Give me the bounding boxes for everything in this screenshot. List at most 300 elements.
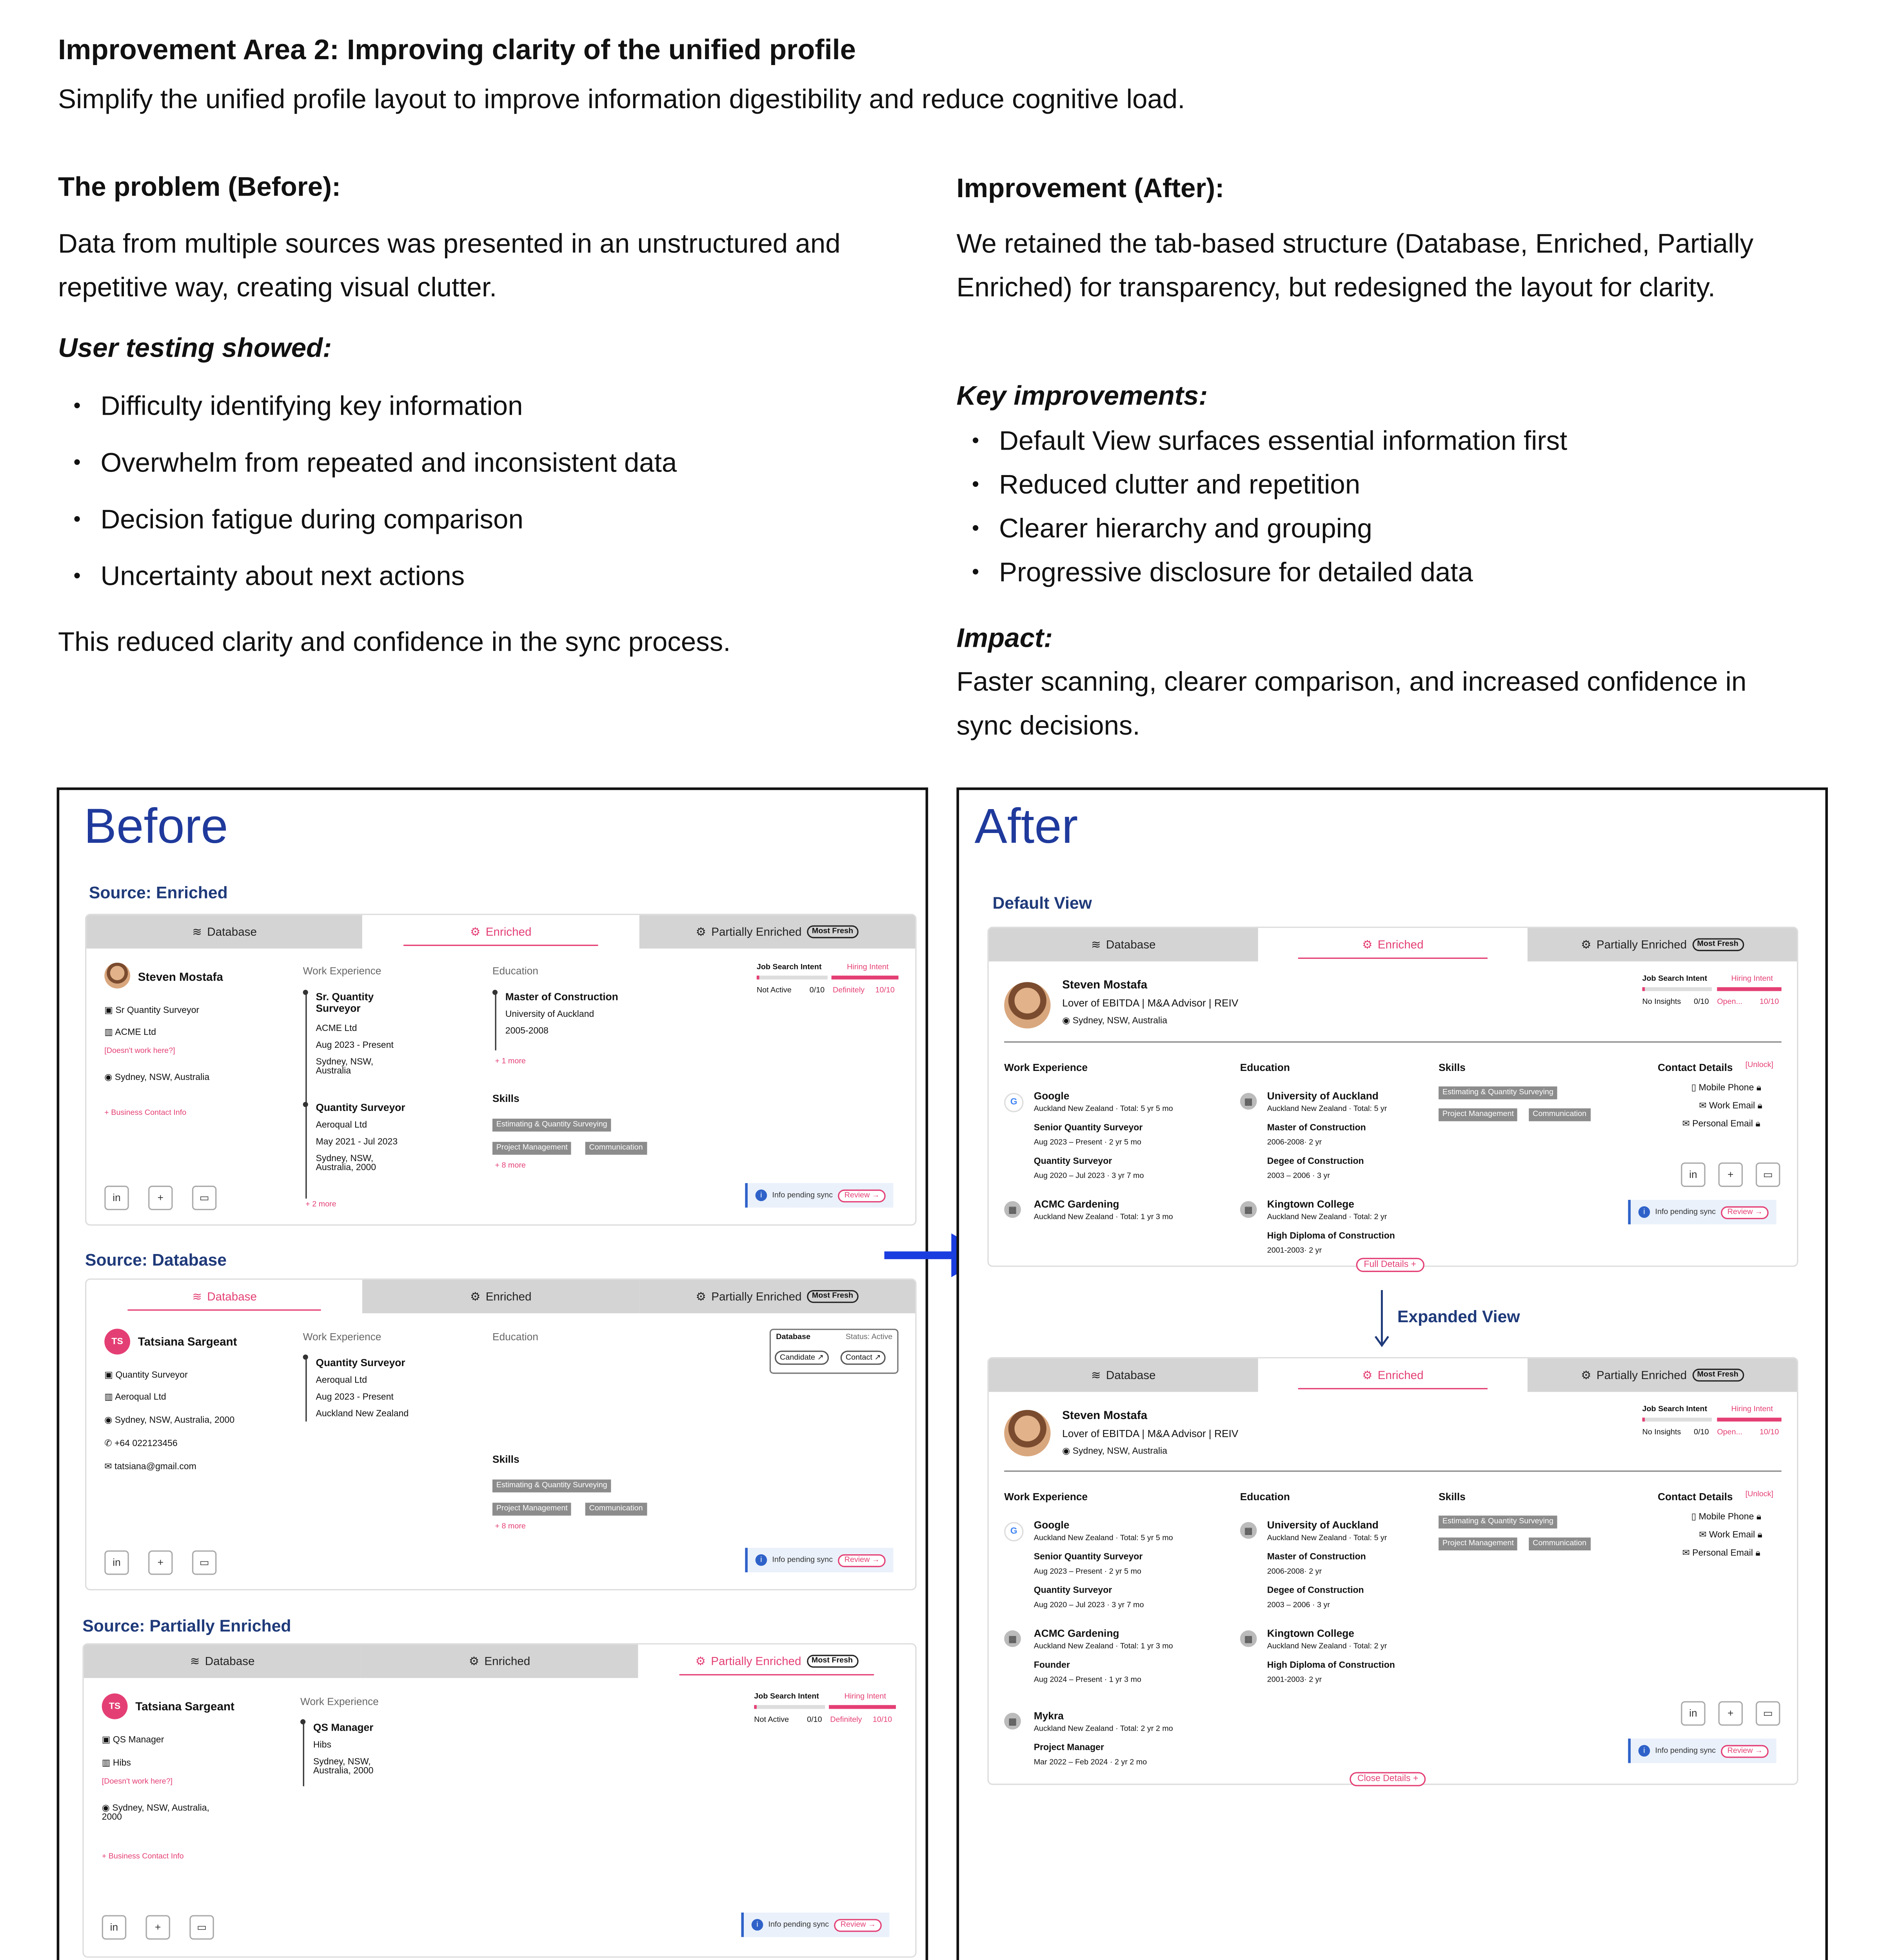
mail-icon: ✉ <box>1682 1549 1693 1558</box>
school-logo-icon: ▦ <box>1240 1201 1257 1218</box>
job-title: Sr. Quantity Surveyor <box>316 991 374 1014</box>
degree-title: Master of Construction <box>1267 1553 1366 1562</box>
source-tabs <box>84 1644 916 1678</box>
skill-chip: Estimating & Quantity Surveying <box>1439 1087 1557 1100</box>
degree-years: 2006-2008· 2 yr <box>1267 1139 1322 1147</box>
hiring-intent-label: Hiring Intent <box>1731 975 1773 984</box>
default-view-label: Default View <box>992 893 1092 913</box>
hiring-intent-label: Hiring Intent <box>1731 1406 1773 1414</box>
skills-label: Skills <box>492 1454 520 1466</box>
info-icon: i <box>1639 1745 1650 1757</box>
status-label: Status: Active <box>845 1334 893 1342</box>
hiring-bar <box>1717 1417 1781 1421</box>
review-button[interactable]: Review → <box>834 1918 882 1931</box>
score: 0/10 <box>1694 998 1709 1007</box>
job-search-intent-label: Job Search Intent <box>756 964 822 972</box>
building-icon: ▥ <box>104 1393 115 1403</box>
initials-avatar: TS <box>102 1693 128 1719</box>
robot-icon: ⚙ <box>470 924 481 938</box>
unlock-link[interactable]: [Unlock] <box>1745 1062 1773 1070</box>
profile-card-enriched <box>85 914 917 1226</box>
role-title: Senior Quantity Surveyor <box>1034 1123 1143 1133</box>
page-subtitle: Simplify the unified profile layout to improve information digestibility and reduce cognitive load. <box>58 85 1185 115</box>
robot-icon: ⚙ <box>1581 1368 1591 1381</box>
robot-icon: ⚙ <box>696 924 707 938</box>
score: 10/10 <box>1759 998 1779 1007</box>
school-name: Kingtown College <box>1267 1628 1354 1639</box>
education-label: Education <box>1240 1062 1290 1074</box>
info-pending-banner: i Info pending sync Review → <box>745 1183 894 1207</box>
tab-database[interactable]: ≋ Database <box>84 1644 361 1678</box>
education-label: Education <box>1240 1491 1290 1503</box>
school-logo-icon: ▦ <box>1240 1522 1257 1539</box>
source-label: Source: Database <box>85 1250 227 1270</box>
role-title: Senior Quantity Surveyor <box>1034 1553 1143 1562</box>
hiring-intent-label: Hiring Intent <box>844 1693 886 1701</box>
folder-icon[interactable]: ▭ <box>1756 1163 1780 1187</box>
bullet: • Decision fatigue during comparison <box>58 499 896 543</box>
work-label: Work Experience <box>1004 1062 1088 1074</box>
database-icon: ≋ <box>190 1654 200 1667</box>
skill-chip: Project Management <box>492 1503 572 1515</box>
timeline-dot <box>303 990 308 995</box>
review-button[interactable]: Review → <box>1721 1744 1769 1757</box>
profile-card-partial <box>82 1643 916 1958</box>
most-fresh-badge: Most Fresh <box>807 1655 858 1668</box>
bullet: • Overwhelm from repeated and inconsistent data <box>58 442 896 486</box>
edu-school: University of Auckland <box>505 1010 594 1020</box>
business-contact-link[interactable]: + Business Contact Info <box>104 1109 187 1118</box>
role-title: Founder <box>1034 1661 1070 1670</box>
more-skills-link[interactable]: + 8 more <box>495 1162 526 1171</box>
skill-chip: Estimating & Quantity Surveying <box>492 1479 611 1492</box>
phone-icon: ▯ <box>1691 1513 1699 1522</box>
no-insights: No Insights <box>1642 1429 1681 1437</box>
more-edu-link[interactable]: + 1 more <box>495 1058 526 1066</box>
job-title: QS Manager <box>313 1722 374 1733</box>
mail-icon: ✉ <box>1699 1531 1709 1540</box>
work-label: Work Experience <box>303 965 381 977</box>
divider <box>1004 1470 1781 1472</box>
school-meta: Auckland New Zealand · Total: 5 yr <box>1267 1535 1387 1543</box>
timeline-dot <box>303 1102 308 1107</box>
company-name: Google <box>1034 1519 1070 1531</box>
role-dates: Aug 2023 – Present · 2 yr 5 mo <box>1034 1568 1141 1576</box>
info-icon: i <box>756 1190 767 1201</box>
company-logo-icon: ▦ <box>1004 1630 1021 1647</box>
company-logo-icon: ▦ <box>1004 1201 1021 1218</box>
robot-icon: ⚙ <box>1362 1368 1373 1381</box>
impact-body: Faster scanning, clearer comparison, and increased confidence in sync decisions. <box>956 668 1747 741</box>
school-name: Kingtown College <box>1267 1198 1354 1210</box>
profile-headline: Lover of EBITDA | M&A Advisor | REIV <box>1062 997 1239 1009</box>
google-logo-icon: G <box>1004 1522 1023 1541</box>
work-email: ✉ Work Email 🔒︎ <box>1699 1531 1762 1540</box>
add-file-icon[interactable]: + <box>148 1186 173 1210</box>
profile-location: ◉ Sydney, NSW, Australia <box>104 1073 210 1083</box>
before-title: Before <box>84 800 228 855</box>
job-title: Quantity Surveyor <box>316 1102 405 1114</box>
add-file-icon[interactable]: + <box>1719 1163 1743 1187</box>
testing-label: User testing showed: <box>58 334 332 364</box>
source-tabs <box>989 928 1797 961</box>
job-company: Hibs <box>313 1741 331 1750</box>
most-fresh-badge: Most Fresh <box>1692 1369 1744 1382</box>
mail-icon: ✉ <box>104 1463 114 1472</box>
more-skills-link[interactable]: + 8 more <box>495 1523 526 1531</box>
profile-name: Steven Mostafa <box>138 970 223 984</box>
open-label: Open... <box>1717 1429 1742 1437</box>
phone-icon: ✆ <box>104 1439 114 1449</box>
job-search-fill <box>754 1705 757 1709</box>
tab-partially-enriched[interactable]: ⚙ Partially Enriched Most Fresh <box>1528 1358 1797 1392</box>
skill-chip: Communication <box>1529 1537 1590 1550</box>
improvement-title: Improvement (After): <box>956 174 1224 204</box>
hiring-bar <box>832 976 899 980</box>
bullet: • Progressive disclosure for detailed data <box>956 552 1807 595</box>
tab-database[interactable]: ≋ Database <box>86 915 363 948</box>
database-icon: ≋ <box>1091 1368 1101 1381</box>
hiring-bar <box>1717 987 1781 991</box>
definitely: Definitely <box>830 1717 862 1724</box>
work-label: Work Experience <box>300 1696 379 1708</box>
skills-label: Skills <box>1439 1491 1466 1503</box>
timeline <box>495 993 496 1051</box>
hiring-bar <box>829 1705 896 1709</box>
arrow-down-icon <box>1373 1290 1391 1349</box>
robot-icon: ⚙ <box>696 1289 707 1303</box>
skills-label: Skills <box>1439 1062 1466 1074</box>
divider <box>1004 1041 1781 1042</box>
phone-icon: ▯ <box>1691 1083 1699 1093</box>
skill-chip: Estimating & Quantity Surveying <box>492 1119 611 1132</box>
briefcase-icon: ▣ <box>104 1371 116 1381</box>
profile-name: Tatsiana Sargeant <box>138 1335 237 1348</box>
review-button[interactable]: Review → <box>1721 1206 1769 1219</box>
school-meta: Auckland New Zealand · Total: 2 yr <box>1267 1643 1387 1651</box>
pin-icon: ◉ <box>1062 1447 1073 1457</box>
most-fresh-badge: Most Fresh <box>807 926 859 938</box>
plus-icon: + <box>495 1523 502 1531</box>
info-pending-banner: i Info pending sync Review → <box>741 1913 890 1937</box>
tab-enriched[interactable]: ⚙ Enriched <box>361 1644 638 1678</box>
work-label: Work Experience <box>1004 1491 1088 1503</box>
doesnt-work-link[interactable]: [Doesn't work here?] <box>102 1779 173 1786</box>
role-title: Project Manager <box>1034 1744 1104 1753</box>
database-icon: ≋ <box>192 924 202 938</box>
key-improvements-label: Key improvements: <box>956 381 1208 411</box>
plus-icon: + <box>495 1162 502 1171</box>
company-meta: Auckland New Zealand · Total: 2 yr 2 mo <box>1034 1726 1173 1733</box>
tab-enriched[interactable]: ⚙ Enriched <box>363 1280 639 1313</box>
tab-partially-enriched[interactable]: ⚙ Partially Enriched Most Fresh <box>638 1644 915 1678</box>
skill-chip: Project Management <box>492 1142 572 1155</box>
job-search-bar <box>1642 987 1712 991</box>
info-icon: i <box>752 1919 763 1931</box>
not-active: Not Active <box>756 987 792 995</box>
company-meta: Auckland New Zealand · Total: 5 yr 5 mo <box>1034 1105 1173 1114</box>
skill-chip: Communication <box>1529 1108 1590 1121</box>
personal-email: ✉ Personal Email 🔒︎ <box>1682 1120 1760 1129</box>
info-pending-banner: i Info pending sync Review → <box>745 1548 894 1572</box>
close-details-button[interactable]: Close Details + <box>1350 1772 1426 1786</box>
pin-icon: ◉ <box>104 1416 115 1426</box>
tab-partially-enriched[interactable]: ⚙ Partially Enriched Most Fresh <box>639 915 916 948</box>
before-panel <box>57 788 928 1960</box>
doesnt-work-link[interactable]: [Doesn't work here?] <box>104 1047 175 1056</box>
bullet: • Reduced clutter and repetition <box>956 464 1807 508</box>
school-logo-icon: ▦ <box>1240 1630 1257 1647</box>
pin-icon: ◉ <box>1062 1016 1073 1026</box>
timeline-dot <box>300 1719 305 1724</box>
info-icon: i <box>1639 1206 1650 1218</box>
tab-database[interactable]: ≋ Database <box>989 928 1258 961</box>
job-location: Sydney, NSW, Australia, 2000 <box>316 1154 376 1173</box>
expanded-view-label: Expanded View <box>1397 1307 1520 1327</box>
problem-body: Data from multiple sources was presented in an unstructured and repetitive way, creating visual clutter. <box>58 229 841 303</box>
company-meta: Auckland New Zealand · Total: 5 yr 5 mo <box>1034 1535 1173 1543</box>
folder-icon[interactable]: ▭ <box>192 1550 216 1575</box>
job-search-bar <box>757 976 828 980</box>
profile-role: ▣ Quantity Surveyor <box>104 1371 188 1381</box>
job-search-bar <box>1642 1417 1712 1421</box>
timeline-dot <box>492 990 498 995</box>
lock-icon: 🔒︎ <box>1755 1120 1760 1129</box>
most-fresh-badge: Most Fresh <box>1692 938 1744 951</box>
contact-label: Contact Details <box>1657 1062 1733 1074</box>
most-fresh-badge: Most Fresh <box>807 1290 859 1303</box>
tab-database[interactable]: ≋ Database <box>989 1358 1258 1392</box>
source-tabs <box>86 915 915 948</box>
profile-location: ◉ Sydney, NSW, Australia <box>1062 1016 1167 1026</box>
profile-location: ◉ Sydney, NSW, Australia, 2000 <box>104 1416 235 1426</box>
linkedin-icon[interactable]: in <box>1681 1163 1705 1187</box>
folder-icon[interactable]: ▭ <box>192 1186 216 1210</box>
profile-role: ▣ Sr Quantity Surveyor <box>104 1006 200 1016</box>
skill-chip: Communication <box>585 1503 647 1515</box>
contact-label: Contact Details <box>1657 1491 1733 1503</box>
robot-icon: ⚙ <box>470 1289 481 1303</box>
profile-company: ▥ ACME Ltd <box>104 1028 156 1038</box>
job-title: Quantity Surveyor <box>316 1357 405 1369</box>
profile-headline: Lover of EBITDA | M&A Advisor | REIV <box>1062 1428 1239 1440</box>
source-tabs <box>86 1280 915 1313</box>
school-name: University of Auckland <box>1267 1090 1379 1102</box>
tab-partially-enriched[interactable]: ⚙ Partially Enriched Most Fresh <box>639 1280 916 1313</box>
job-location: Sydney, NSW, Australia <box>316 1058 374 1076</box>
skill-chip: Project Management <box>1439 1537 1518 1550</box>
school-logo-icon: ▦ <box>1240 1093 1257 1110</box>
more-work-link[interactable]: + 2 more <box>305 1201 336 1209</box>
degree-title: Master of Construction <box>1267 1123 1366 1133</box>
profile-location: ◉ Sydney, NSW, Australia, 2000 <box>102 1804 209 1822</box>
tab-database[interactable]: ≋ Database <box>86 1280 363 1313</box>
profile-card-expanded <box>987 1357 1798 1785</box>
work-label: Work Experience <box>303 1331 381 1343</box>
work-email: ✉ Work Email 🔒︎ <box>1699 1102 1762 1111</box>
profile-name: Steven Mostafa <box>1062 978 1148 991</box>
problem-conclusion: This reduced clarity and confidence in the sync process. <box>58 628 731 657</box>
degree-years: 2003 – 2006 · 3 yr <box>1267 1602 1330 1610</box>
briefcase-icon: ▣ <box>104 1006 116 1016</box>
robot-icon: ⚙ <box>695 1654 706 1667</box>
impact-label: Impact: <box>956 624 1053 653</box>
edu-years: 2005-2008 <box>505 1027 549 1036</box>
role-dates: Aug 2020 – Jul 2023 · 3 yr 7 mo <box>1034 1172 1144 1181</box>
lock-icon: 🔒︎ <box>1756 1513 1761 1522</box>
avatar <box>1004 982 1050 1028</box>
skill-chip: Estimating & Quantity Surveying <box>1439 1515 1557 1528</box>
profile-name: Tatsiana Sargeant <box>135 1700 234 1713</box>
degree-years: 2001-2003· 2 yr <box>1267 1247 1322 1256</box>
folder-icon[interactable]: ▭ <box>189 1915 214 1940</box>
lock-icon: 🔒︎ <box>1755 1549 1760 1558</box>
profile-email: ✉ tatsiana@gmail.com <box>104 1463 196 1472</box>
bullet: • Default View surfaces essential information first <box>956 420 1807 464</box>
company-name: Mykra <box>1034 1710 1064 1722</box>
degree-years: 2001-2003· 2 yr <box>1267 1677 1322 1685</box>
add-file-icon[interactable]: + <box>1719 1701 1743 1726</box>
plus-icon: + <box>305 1201 312 1209</box>
linkedin-icon[interactable]: in <box>102 1915 126 1940</box>
database-icon: ≋ <box>1091 937 1101 951</box>
score: 10/10 <box>872 1717 892 1724</box>
after-panel <box>956 788 1828 1960</box>
job-search-intent-label: Job Search Intent <box>1642 975 1708 984</box>
edu-degree: Master of Construction <box>505 991 618 1003</box>
problem-bullets <box>58 385 896 599</box>
skill-chip: Communication <box>585 1142 647 1155</box>
profile-company: ▥ Hibs <box>102 1759 131 1768</box>
database-status-box <box>770 1329 899 1374</box>
linkedin-icon[interactable]: in <box>104 1550 129 1575</box>
source-tabs <box>989 1358 1797 1392</box>
unlock-link[interactable]: [Unlock] <box>1745 1491 1773 1499</box>
skill-chip: Project Management <box>1439 1108 1518 1121</box>
google-logo-icon: G <box>1004 1093 1023 1112</box>
improvement-body: We retained the tab-based structure (Database, Enriched, Partially Enriched) for transparency, but redesigned the layout for clarity. <box>956 229 1754 303</box>
plus-icon: + <box>1411 1260 1417 1270</box>
info-pending-banner: i Info pending sync Review → <box>1628 1739 1777 1763</box>
timeline <box>305 1357 307 1421</box>
business-contact-link[interactable]: + Business Contact Info <box>102 1853 184 1861</box>
profile-company: ▥ Aeroqual Ltd <box>104 1393 166 1403</box>
job-search-fill <box>1642 1417 1645 1421</box>
company-logo-icon: ▦ <box>1004 1713 1021 1730</box>
profile-location: ◉ Sydney, NSW, Australia <box>1062 1447 1167 1457</box>
robot-icon: ⚙ <box>1362 937 1373 951</box>
profile-name: Steven Mostafa <box>1062 1408 1148 1422</box>
role-dates: Aug 2023 – Present · 2 yr 5 mo <box>1034 1139 1141 1147</box>
tab-enriched[interactable]: ⚙ Enriched <box>1258 1358 1528 1392</box>
open-label: Open... <box>1717 998 1742 1007</box>
add-file-icon[interactable]: + <box>148 1550 173 1575</box>
degree-title: High Diploma of Construction <box>1267 1661 1395 1670</box>
school-meta: Auckland New Zealand · Total: 2 yr <box>1267 1214 1387 1222</box>
degree-years: 2003 – 2006 · 3 yr <box>1267 1172 1330 1181</box>
job-company: Aeroqual Ltd <box>316 1376 367 1386</box>
folder-icon[interactable]: ▭ <box>1756 1701 1780 1726</box>
plus-icon: + <box>1413 1775 1419 1784</box>
avatar <box>1004 1410 1050 1456</box>
company-meta: Auckland New Zealand · Total: 1 yr 3 mo <box>1034 1214 1173 1222</box>
plus-icon: + <box>104 1109 111 1118</box>
lock-icon: 🔒︎ <box>1757 1531 1762 1540</box>
database-icon: ≋ <box>192 1289 202 1303</box>
score: 0/10 <box>807 1717 822 1724</box>
score: 0/10 <box>809 987 825 995</box>
role-dates: Aug 2020 – Jul 2023 · 3 yr 7 mo <box>1034 1602 1144 1610</box>
full-details-button[interactable]: Full Details + <box>1356 1258 1424 1272</box>
mobile-phone: ▯ Mobile Phone 🔒︎ <box>1691 1083 1761 1093</box>
robot-icon: ⚙ <box>1581 937 1591 951</box>
degree-title: High Diploma of Construction <box>1267 1232 1395 1241</box>
pin-icon: ◉ <box>102 1804 113 1813</box>
role-title: Quantity Surveyor <box>1034 1586 1112 1596</box>
lock-icon: 🔒︎ <box>1757 1102 1762 1111</box>
tab-enriched[interactable]: ⚙ Enriched <box>1258 928 1528 961</box>
tab-partially-enriched[interactable]: ⚙ Partially Enriched Most Fresh <box>1528 928 1797 961</box>
linkedin-icon[interactable]: in <box>104 1186 129 1210</box>
school-meta: Auckland New Zealand · Total: 5 yr <box>1267 1105 1387 1114</box>
job-dates: May 2021 - Jul 2023 <box>316 1138 398 1147</box>
page-title: Improvement Area 2: Improving clarity of the unified profile <box>58 33 856 66</box>
degree-title: Degee of Construction <box>1267 1586 1364 1596</box>
job-search-intent-label: Job Search Intent <box>1642 1406 1708 1414</box>
review-button[interactable]: Review → <box>838 1189 886 1202</box>
after-title: After <box>974 800 1078 855</box>
briefcase-icon: ▣ <box>102 1736 113 1745</box>
add-file-icon[interactable]: + <box>146 1915 170 1940</box>
plus-icon: + <box>495 1058 502 1066</box>
profile-role: ▣ QS Manager <box>102 1736 164 1745</box>
candidate-button[interactable]: Candidate ↗ <box>775 1351 829 1365</box>
job-company: Aeroqual Ltd <box>316 1121 367 1131</box>
info-icon: i <box>756 1554 767 1566</box>
company-meta: Auckland New Zealand · Total: 1 yr 3 mo <box>1034 1643 1173 1651</box>
score: 10/10 <box>875 987 895 995</box>
hiring-intent-label: Hiring Intent <box>847 964 889 972</box>
mail-icon: ✉ <box>1699 1102 1709 1111</box>
no-insights: No Insights <box>1642 998 1681 1007</box>
robot-icon: ⚙ <box>469 1654 480 1667</box>
review-button[interactable]: Review → <box>838 1553 886 1566</box>
mail-icon: ✉ <box>1682 1120 1693 1129</box>
company-name: ACMC Gardening <box>1034 1198 1119 1210</box>
timeline-dot <box>303 1354 308 1359</box>
job-company: ACME Ltd <box>316 1024 357 1034</box>
profile-card-database <box>85 1278 917 1590</box>
source-label: Source: Enriched <box>89 883 228 902</box>
source-label: Source: Partially Enriched <box>82 1616 291 1636</box>
linkedin-icon[interactable]: in <box>1681 1701 1705 1726</box>
personal-email: ✉ Personal Email 🔒︎ <box>1682 1549 1760 1558</box>
contact-button[interactable]: Contact ↗ <box>841 1351 886 1365</box>
timeline <box>305 993 307 1199</box>
building-icon: ▥ <box>102 1759 113 1768</box>
initials-avatar: TS <box>104 1329 130 1355</box>
degree-years: 2006-2008· 2 yr <box>1267 1568 1322 1576</box>
job-search-intent-label: Job Search Intent <box>754 1693 819 1701</box>
job-dates: Aug 2023 - Present <box>316 1393 394 1403</box>
bullet: • Difficulty identifying key information <box>58 385 896 429</box>
school-name: University of Auckland <box>1267 1519 1379 1531</box>
external-link-icon: ↗ <box>874 1354 881 1363</box>
tab-enriched[interactable]: ⚙ Enriched <box>363 915 639 948</box>
job-location: Sydney, NSW, Australia, 2000 <box>313 1758 374 1776</box>
score: 0/10 <box>1694 1429 1709 1437</box>
company-name: Google <box>1034 1090 1070 1102</box>
